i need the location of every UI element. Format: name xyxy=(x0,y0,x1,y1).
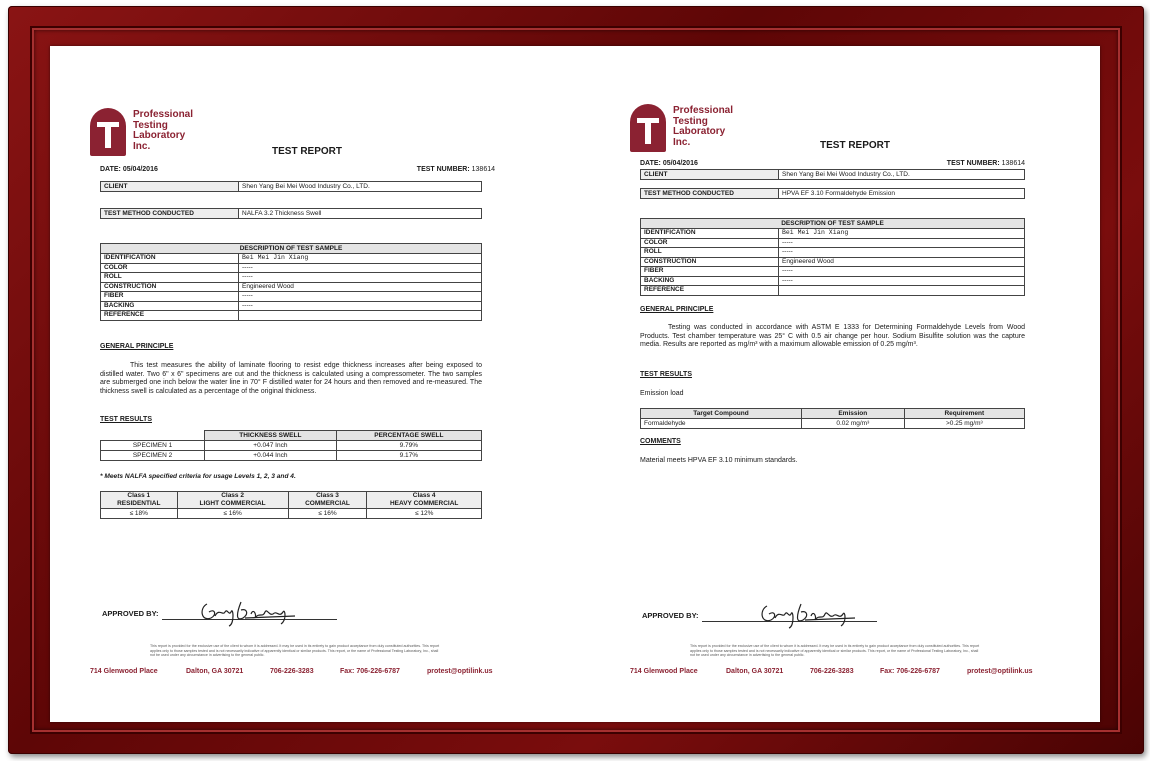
sample-label: COLOR xyxy=(641,238,779,248)
results-header-blank xyxy=(101,431,205,441)
sample-label: ROLL xyxy=(101,273,239,283)
sample-value xyxy=(239,311,482,321)
document-sheet xyxy=(50,46,1100,722)
method-label: TEST METHOD CONDUCTED xyxy=(101,209,239,219)
table-row xyxy=(101,509,482,519)
results-header: PERCENTAGE SWELL xyxy=(336,431,481,441)
table-row xyxy=(101,451,482,461)
percentage-swell-value: 9.17% xyxy=(336,451,481,461)
signature-image xyxy=(195,594,315,628)
table-row xyxy=(101,301,482,311)
logo-text xyxy=(133,110,193,152)
approved-by-label: APPROVED BY: xyxy=(642,611,699,620)
signature-image xyxy=(755,596,875,630)
table-row xyxy=(641,409,1025,419)
report-date: 05/04/2016 xyxy=(662,160,698,167)
footer-address: 714 Glenwood Place xyxy=(630,668,698,675)
table-row xyxy=(641,419,1025,429)
logo-text xyxy=(673,106,733,148)
footer-phone: 706-226-3283 xyxy=(270,668,314,675)
comments-heading: COMMENTS xyxy=(640,438,681,445)
report-date: 05/04/2016 xyxy=(122,166,158,173)
principle-text: This test measures the ability of laminate flooring to resist edge thickness increases after being exposed to distilled water. Two 6" x 6" specimens are cut and the thickness is calculated using a compressometer. The two samples are submerged one inch below the water line in 70° F distilled water for 24 hours and then removed and re-measured. The thickness swell is calculated as a percentage of the original thickness. xyxy=(100,362,482,395)
date-line xyxy=(100,166,495,173)
sample-label: BACKING xyxy=(641,276,779,286)
method-value: HPVA EF 3.10 Formaldehyde Emission xyxy=(779,189,1025,199)
usage-class-table xyxy=(100,491,482,519)
table-row xyxy=(641,267,1025,277)
client-value: Shen Yang Bei Mei Wood Industry Co., LTD. xyxy=(779,170,1025,180)
sample-description-table xyxy=(100,243,482,321)
formaldehyde-results-table xyxy=(640,408,1025,429)
test-number-value: 138614 xyxy=(471,166,495,173)
sample-label: FIBER xyxy=(641,267,779,277)
sample-label: BACKING xyxy=(101,301,239,311)
test-number-value: 138614 xyxy=(1001,160,1025,167)
table-row xyxy=(641,189,1025,199)
comments-text: Material meets HPVA EF 3.10 minimum standards. xyxy=(640,457,798,464)
test-results-heading: TEST RESULTS xyxy=(640,371,692,378)
table-row xyxy=(101,282,482,292)
table-row xyxy=(101,263,482,273)
specimen-label: SPECIMEN 1 xyxy=(101,441,205,451)
footer-phone: 706-226-3283 xyxy=(810,668,854,675)
date-label: DATE: xyxy=(640,160,661,167)
sample-header: DESCRIPTION OF TEST SAMPLE xyxy=(101,244,482,254)
sample-value: ----- xyxy=(779,248,1025,258)
client-table xyxy=(640,169,1025,180)
sample-value: ----- xyxy=(239,273,482,283)
sample-label: IDENTIFICATION xyxy=(641,229,779,239)
legal-disclaimer: This report is provided for the exclusive use of the client to whom it is addressed. It may be used in its entirety to gain product acceptance from duly constituted authorities. This report applies only to those samples tested and is not necessarily indicative of apparently identical or similar products. This report, or the name of Professional Testing Laboratory, Inc., shall not be used under any circumstance in advertising to the general public. xyxy=(690,644,980,658)
sample-label: IDENTIFICATION xyxy=(101,254,239,264)
results-header: THICKNESS SWELL xyxy=(205,431,337,441)
table-row xyxy=(641,229,1025,239)
results-header: Target Compound xyxy=(641,409,802,419)
sample-label: FIBER xyxy=(101,292,239,302)
sample-label: REFERENCE xyxy=(641,286,779,296)
general-principle-heading: GENERAL PRINCIPLE xyxy=(100,343,174,350)
thickness-results-table xyxy=(100,430,482,461)
logo-line: Professional xyxy=(133,109,194,120)
sample-label: COLOR xyxy=(101,263,239,273)
test-number xyxy=(417,166,495,173)
percentage-swell-value: 9.79% xyxy=(336,441,481,451)
emission-load-label: Emission load xyxy=(640,390,684,397)
sample-value: Engineered Wood xyxy=(779,257,1025,267)
table-row xyxy=(641,257,1025,267)
test-number-label: TEST NUMBER: xyxy=(416,166,470,173)
sample-value xyxy=(779,286,1025,296)
class-name: Class 2 xyxy=(221,492,244,499)
sample-value: ----- xyxy=(239,301,482,311)
client-label: CLIENT xyxy=(101,182,239,192)
sample-value: ----- xyxy=(779,276,1025,286)
footer-city: Dalton, GA 30721 xyxy=(186,668,244,675)
table-row xyxy=(641,238,1025,248)
table-row xyxy=(101,441,482,451)
sample-description-table xyxy=(640,218,1025,296)
date-label: DATE: xyxy=(100,166,121,173)
table-row xyxy=(101,311,482,321)
class-type: COMMERCIAL xyxy=(305,500,350,507)
results-header: Requirement xyxy=(904,409,1024,419)
class-limit: ≤ 18% xyxy=(101,509,178,519)
table-row xyxy=(101,273,482,283)
method-label: TEST METHOD CONDUCTED xyxy=(641,189,779,199)
table-row xyxy=(641,219,1025,229)
report-page-formaldehyde xyxy=(630,46,1130,722)
logo-line: Testing xyxy=(133,119,168,131)
class-header xyxy=(177,492,288,509)
footer-city: Dalton, GA 30721 xyxy=(726,668,784,675)
method-table xyxy=(640,188,1025,199)
table-row xyxy=(101,292,482,302)
method-table xyxy=(100,208,482,219)
logo-mark-icon xyxy=(90,108,126,156)
logo-line: Professional xyxy=(673,105,734,116)
sample-value: ----- xyxy=(779,267,1025,277)
company-logo xyxy=(90,108,270,168)
logo-line: Laboratory xyxy=(673,126,726,137)
method-value: NALFA 3.2 Thickness Swell xyxy=(239,209,482,219)
table-row xyxy=(101,182,482,192)
sample-value: Bei Mei Jin Xiang xyxy=(239,254,482,264)
client-label: CLIENT xyxy=(641,170,779,180)
table-row xyxy=(641,276,1025,286)
class-name: Class 4 xyxy=(412,492,436,499)
target-compound: Formaldehyde xyxy=(641,419,802,429)
footer-fax: Fax: 706-226-6787 xyxy=(880,668,940,675)
report-page-thickness-swell xyxy=(90,46,590,722)
approved-by-label: APPROVED BY: xyxy=(102,609,159,618)
general-principle-heading: GENERAL PRINCIPLE xyxy=(640,306,714,313)
sample-label: REFERENCE xyxy=(101,311,239,321)
class-name: Class 3 xyxy=(316,492,339,499)
class-header xyxy=(288,492,367,509)
test-number-label: TEST NUMBER: xyxy=(946,160,1000,167)
footer-address: 714 Glenwood Place xyxy=(90,668,158,675)
sample-label: CONSTRUCTION xyxy=(101,282,239,292)
logo-line: Laboratory xyxy=(133,130,186,141)
class-limit: ≤ 16% xyxy=(177,509,288,519)
class-name: Class 1 xyxy=(127,492,151,499)
legal-disclaimer: This report is provided for the exclusive use of the client to whom it is addressed. It may be used in its entirety to gain product acceptance from duly constituted authorities. This report applies only to those samples tested and is not necessarily indicative of apparently identical or similar products. This report, or the name of Professional Testing Laboratory, Inc., shall not be used under any circumstance in advertising to the general public. xyxy=(150,644,440,658)
client-value: Shen Yang Bei Mei Wood Industry Co., LTD. xyxy=(239,182,482,192)
class-type: RESIDENTIAL xyxy=(117,500,161,507)
class-header xyxy=(367,492,482,509)
sample-value: Engineered Wood xyxy=(239,282,482,292)
emission-value: 0.02 mg/m³ xyxy=(801,419,904,429)
sample-header: DESCRIPTION OF TEST SAMPLE xyxy=(641,219,1025,229)
footer-fax: Fax: 706-226-6787 xyxy=(340,668,400,675)
table-row xyxy=(641,286,1025,296)
thickness-swell-value: +0.047 Inch xyxy=(205,441,337,451)
principle-text: Testing was conducted in accordance with ASTM E 1333 for Determining Formaldehyde Levels from Wood Products. Test chamber temperature was 25° C with 0.5 air change per hour. Sodium Bisulfite solution was the capture media. Results are reported as mg/m³ with a maximum allowable emission of 0.25 mg/m³. xyxy=(640,324,1025,349)
thickness-swell-value: +0.044 Inch xyxy=(205,451,337,461)
table-row xyxy=(641,248,1025,258)
sample-value: ----- xyxy=(239,292,482,302)
class-limit: ≤ 12% xyxy=(367,509,482,519)
logo-line: Inc. xyxy=(133,140,151,152)
sample-label: CONSTRUCTION xyxy=(641,257,779,267)
requirement-value: >0.25 mg/m³ xyxy=(904,419,1024,429)
logo-line: Testing xyxy=(673,115,708,127)
class-type: HEAVY COMMERCIAL xyxy=(389,500,459,507)
table-row xyxy=(101,431,482,441)
table-row xyxy=(641,170,1025,180)
date-line xyxy=(640,160,1025,167)
report-title: TEST REPORT xyxy=(820,140,891,151)
class-limit: ≤ 16% xyxy=(288,509,367,519)
results-header: Emission xyxy=(801,409,904,419)
report-title: TEST REPORT xyxy=(272,146,343,157)
sample-label: ROLL xyxy=(641,248,779,258)
class-header xyxy=(101,492,178,509)
table-row xyxy=(101,244,482,254)
test-number xyxy=(947,160,1025,167)
table-row xyxy=(101,209,482,219)
nalfa-criteria-note: * Meets NALFA specified criteria for usage Levels 1, 2, 3 and 4. xyxy=(100,473,296,480)
table-row xyxy=(101,492,482,509)
sample-value: ----- xyxy=(779,238,1025,248)
specimen-label: SPECIMEN 2 xyxy=(101,451,205,461)
client-table xyxy=(100,181,482,192)
company-logo xyxy=(630,104,810,164)
logo-line: Inc. xyxy=(673,136,691,148)
logo-mark-icon xyxy=(630,104,666,152)
table-row xyxy=(101,254,482,264)
test-results-heading: TEST RESULTS xyxy=(100,416,152,423)
footer-email[interactable]: protest@optilink.us xyxy=(967,668,1033,675)
sample-value: ----- xyxy=(239,263,482,273)
sample-value: Bei Mei Jin Xiang xyxy=(779,229,1025,239)
footer-email[interactable]: protest@optilink.us xyxy=(427,668,493,675)
class-type: LIGHT COMMERCIAL xyxy=(199,500,266,507)
